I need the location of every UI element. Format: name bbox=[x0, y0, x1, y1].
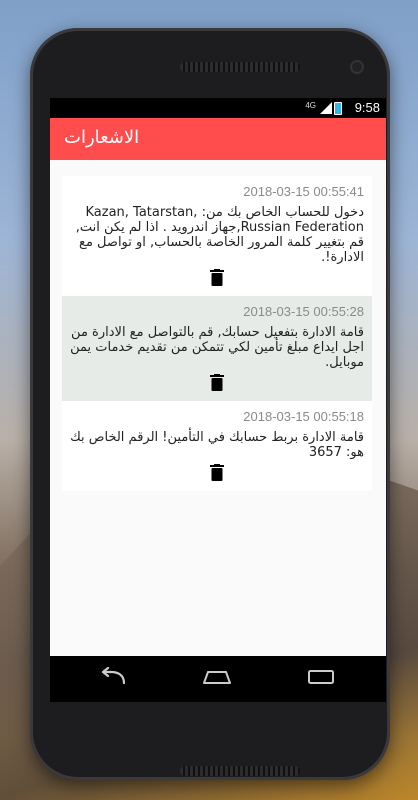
notification-timestamp: 2018-03-15 00:55:41 bbox=[243, 184, 364, 199]
back-icon[interactable] bbox=[98, 667, 128, 687]
notification-message: دخول للحساب الخاص بك من: Kazan, Tatarstan, Russian Federation,جهاز اندرويد . اذا لم يكن انت, قم بتغيير كلمة المرور الخاصة بالحساب, او تواصل مع الادارة!. bbox=[75, 205, 364, 265]
notification-item bbox=[62, 176, 372, 296]
notification-item bbox=[62, 296, 372, 401]
network-type: 4G bbox=[305, 101, 316, 110]
navigation-bar bbox=[50, 656, 386, 702]
battery-icon bbox=[334, 102, 342, 115]
trash-icon[interactable] bbox=[210, 374, 224, 391]
bottom-speaker bbox=[180, 766, 300, 776]
trash-icon[interactable] bbox=[210, 464, 224, 481]
notification-message: قامة الادارة بربط حسابك في التأمين! الرقم الخاص بك هو: 3657 bbox=[70, 430, 364, 460]
earpiece-speaker bbox=[180, 62, 300, 72]
front-camera bbox=[352, 62, 362, 72]
home-icon[interactable] bbox=[200, 667, 234, 687]
notification-message: قامة الادارة بتفعيل حسابك, قم بالتواصل مع الادارة من اجل ايداع مبلغ تأمين لكي تتمكن من تقديم خدمات يمن موبايل. bbox=[70, 325, 364, 370]
notification-timestamp: 2018-03-15 00:55:18 bbox=[243, 409, 364, 424]
clock: 9:58 bbox=[354, 100, 380, 115]
notification-timestamp: 2018-03-15 00:55:28 bbox=[243, 304, 364, 319]
app-bar bbox=[50, 118, 386, 160]
status-bar bbox=[50, 98, 386, 118]
trash-icon[interactable] bbox=[210, 269, 224, 286]
signal-icon bbox=[320, 102, 332, 114]
screen bbox=[50, 98, 386, 702]
notification-item bbox=[62, 401, 372, 491]
notification-list bbox=[62, 176, 372, 491]
recents-icon[interactable] bbox=[306, 667, 336, 687]
page-title: الاشعارات bbox=[64, 127, 140, 148]
